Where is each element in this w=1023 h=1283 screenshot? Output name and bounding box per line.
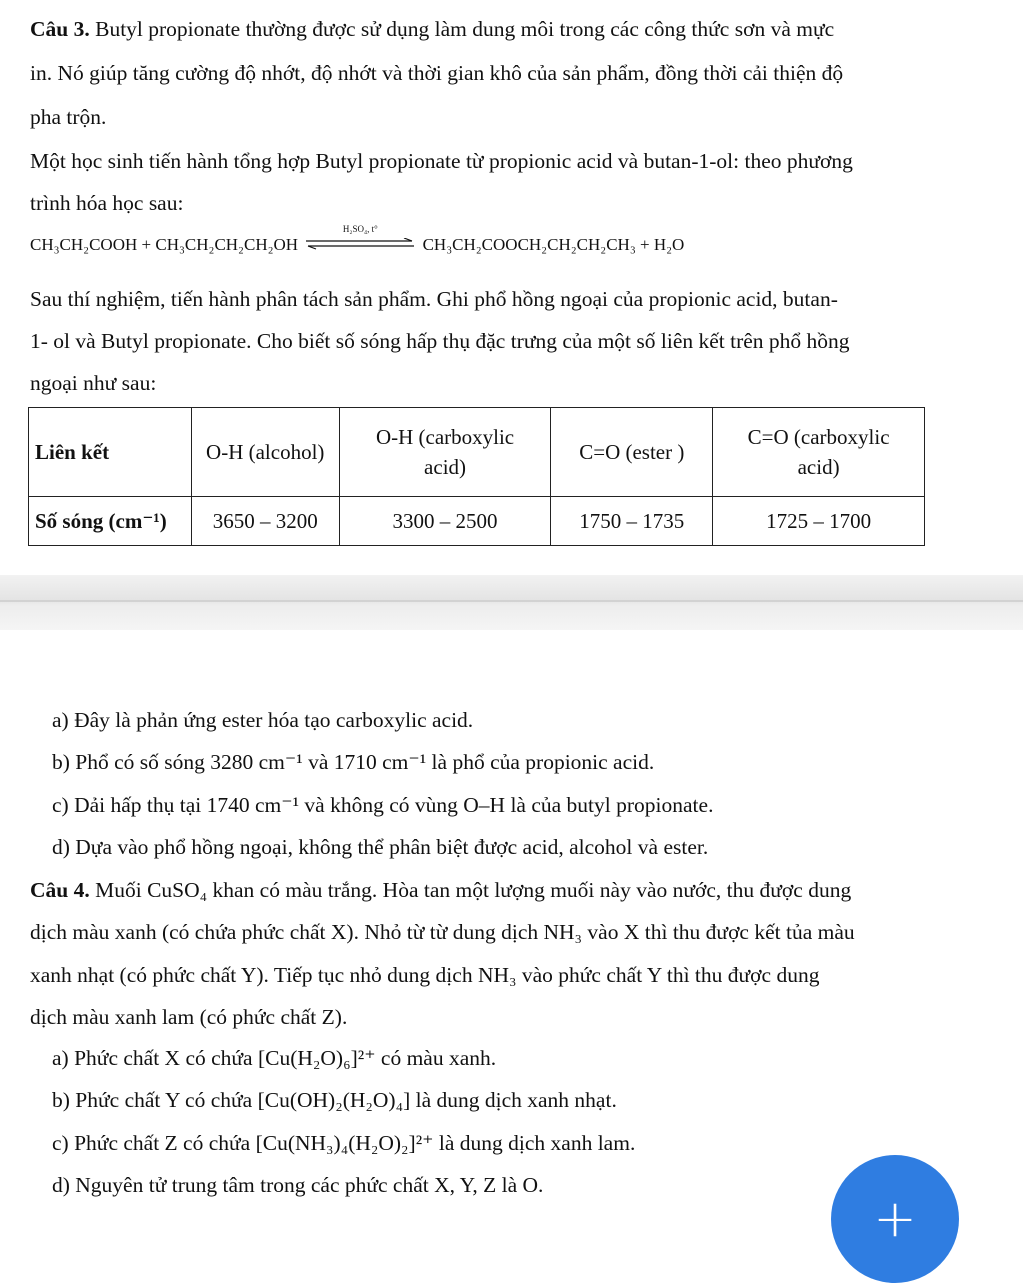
table-row: [29, 408, 925, 497]
q3-after-line1: Sau thí nghiệm, tiến hành phân tách sản phẩm. Ghi phổ hồng ngoại của propionic acid, butan-: [30, 287, 838, 311]
page-break: [0, 575, 1023, 630]
bond-name: O-H (alcohol): [206, 440, 325, 464]
q4-title: Câu 4.: [30, 878, 90, 902]
q4-statement-b: b) Phức chất Y có chứa [Cu(OH)₂(H₂O)₄] là dung dịch xanh nhạt.: [52, 1088, 617, 1112]
q4-line3: xanh nhạt (có phức chất Y). Tiếp tục nhỏ dung dịch NH₃ vào phức chất Y thì thu được dung: [30, 963, 820, 987]
q3-title: Câu 3.: [30, 17, 90, 41]
equilibrium-arrow: [304, 224, 416, 252]
bond-name-cont: acid): [797, 455, 840, 479]
table-cell-bond: [713, 408, 925, 497]
plus-icon: +: [873, 1189, 917, 1249]
bond-name-cont: acid): [424, 455, 467, 479]
table-cell-range: 1750 – 1735: [551, 497, 713, 546]
bond-name: C=O (carboxylic: [747, 425, 890, 449]
table-cell-bond: [339, 408, 551, 497]
bond-name: C=O (ester ): [579, 440, 685, 464]
table-cell-range: 3650 – 3200: [191, 497, 339, 546]
q3-statement-b: b) Phổ có số sóng 3280 cm⁻¹ và 1710 cm⁻¹ là phổ của propionic acid.: [52, 750, 655, 774]
ir-wavenumber-table: [28, 407, 925, 546]
q3-statement-c: c) Dải hấp thụ tại 1740 cm⁻¹ và không có vùng O–H là của butyl propionate.: [52, 793, 714, 817]
reactant-propionic-acid: CH₃CH₂COOH: [30, 235, 138, 254]
add-button[interactable]: [831, 1155, 959, 1283]
q4-line2: dịch màu xanh (có chứa phức chất X). Nhỏ từ từ dung dịch NH₃ vào X thì thu được kết tủa màu: [30, 920, 855, 944]
product-water: H₂O: [653, 235, 685, 254]
reaction-equation: [30, 224, 685, 255]
q3-intro-text: Butyl propionate thường được sử dụng làm dung môi trong các công thức sơn và mực: [89, 17, 835, 41]
plus-sign: +: [141, 235, 152, 254]
q3-intro-line3: pha trộn.: [30, 105, 107, 129]
q3-intro-line1: [30, 14, 834, 44]
q4-line1: [30, 875, 851, 905]
q3-task-line2: trình hóa học sau:: [30, 191, 184, 215]
q4-line4: dịch màu xanh lam (có phức chất Z).: [30, 1005, 348, 1029]
reaction-condition: H₂SO₄, t°: [342, 224, 378, 234]
product-butyl-propionate: CH₃CH₂COOCH₂CH₂CH₂CH₃: [422, 235, 636, 254]
plus-sign-2: +: [640, 235, 650, 254]
equilibrium-arrow-icon: [304, 238, 416, 250]
bond-name: O-H (carboxylic: [375, 425, 515, 449]
reactant-butanol: CH₃CH₂CH₂CH₂OH: [155, 235, 299, 254]
q3-statement-a: a) Đây là phản ứng ester hóa tạo carboxylic acid.: [52, 708, 474, 732]
table-cell-bond: [551, 408, 713, 497]
table-row-label: Số sóng (cm⁻¹): [29, 497, 192, 546]
q4-statement-d: d) Nguyên tử trung tâm trong các phức chất X, Y, Z là O.: [52, 1173, 544, 1197]
table-header-label: Liên kết: [29, 408, 192, 497]
page-divider: [0, 600, 1023, 602]
q3-statement-d: d) Dựa vào phổ hồng ngoại, không thể phân biệt được acid, alcohol và ester.: [52, 835, 709, 859]
q3-intro-line2: in. Nó giúp tăng cường độ nhớt, độ nhớt và thời gian khô của sản phẩm, đồng thời cải thiện độ: [30, 61, 844, 85]
table-cell-bond: [191, 408, 339, 497]
q4-statement-a: a) Phức chất X có chứa [Cu(H₂O)₆]²⁺ có màu xanh.: [52, 1046, 497, 1070]
table-cell-range: 1725 – 1700: [713, 497, 925, 546]
q4-statement-c: c) Phức chất Z có chứa [Cu(NH₃)₄(H₂O)₂]²⁺ là dung dịch xanh lam.: [52, 1131, 636, 1155]
q3-after-line3: ngoại như sau:: [30, 371, 157, 395]
q3-after-line2: 1- ol và Butyl propionate. Cho biết số sóng hấp thụ đặc trưng của một số liên kết trên phổ hồng: [30, 329, 850, 353]
table-row: [29, 497, 925, 546]
q4-text: Muối CuSO₄ khan có màu trắng. Hòa tan một lượng muối này vào nước, thu được dung: [89, 878, 852, 902]
table-cell-range: 3300 – 2500: [339, 497, 551, 546]
q3-task-line1: Một học sinh tiến hành tổng hợp Butyl propionate từ propionic acid và butan-1-ol: theo phương: [30, 149, 853, 173]
